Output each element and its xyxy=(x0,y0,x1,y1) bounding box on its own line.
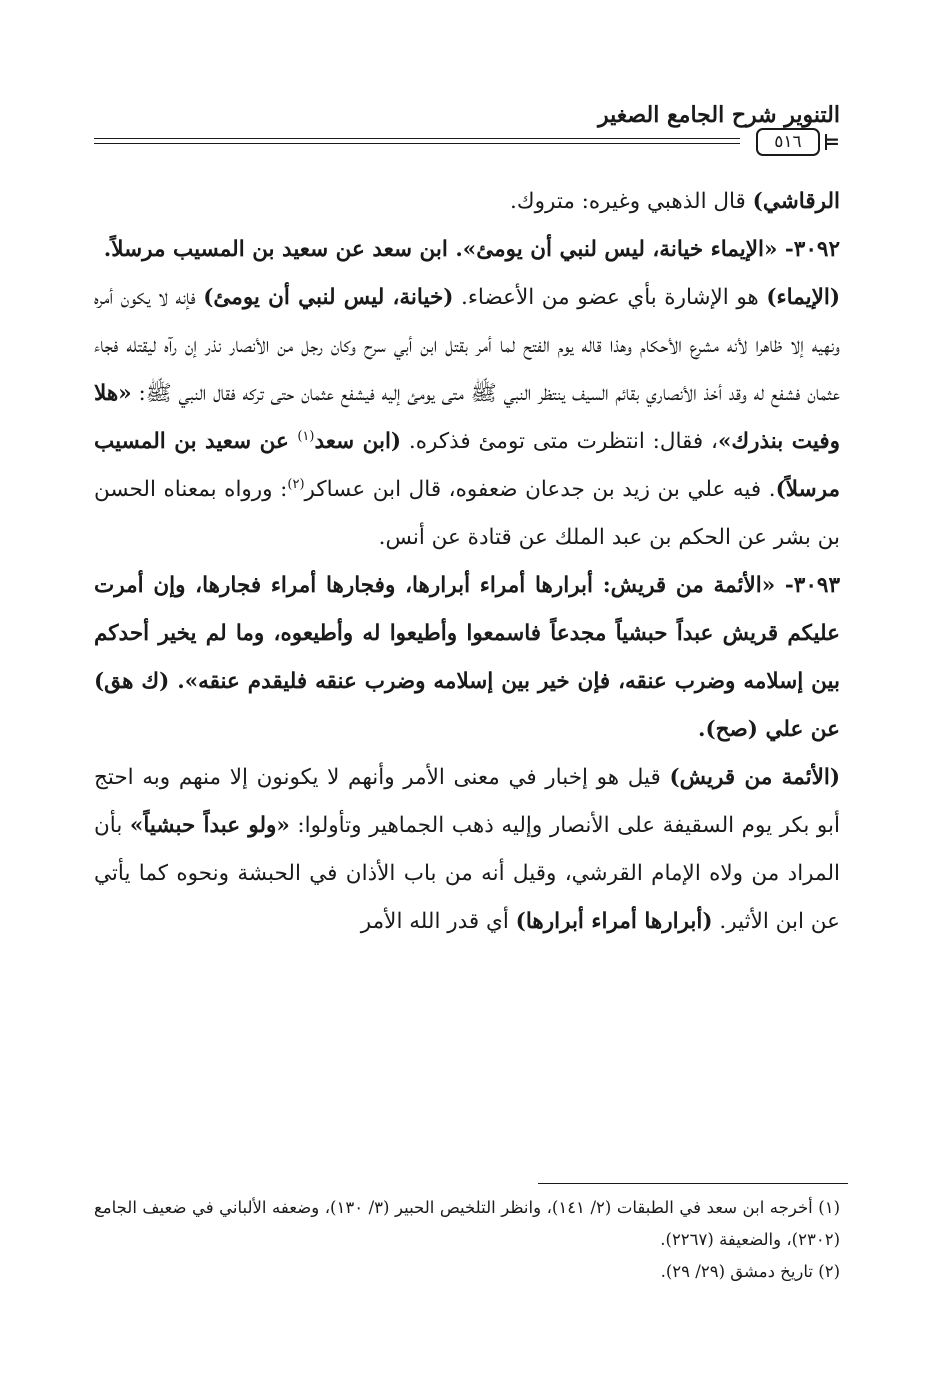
footnote-ref-2[interactable]: (٢) xyxy=(287,476,305,492)
bold-text: «ولو عبداً حبشياً» xyxy=(129,813,290,838)
book-title: التنوير شرح الجامع الصغير xyxy=(598,102,840,128)
bold-text: «هلا وفيت بنذرك» xyxy=(94,381,840,454)
header-rule-bottom xyxy=(94,143,740,144)
bold-text: (أبرارها أمراء أبرارها) xyxy=(515,909,713,934)
text-run: ، فقال: انتظرت متى تومئ فذكره. xyxy=(401,429,718,454)
header-rule-top xyxy=(94,138,740,139)
text-run: قيل هو إخبار في معنى الأمر وأنهم لا يكونون إلا منهم وبه احتج أبو بكر يوم السقيفة على الأنصار وإليه ذهب الجماهير وتأولوا: xyxy=(94,765,840,838)
text-run: أي قدر الله الأمر xyxy=(360,909,516,934)
text-run: قال الذهبي وغيره: متروك. xyxy=(510,189,753,214)
bold-text: (الأئمة من قريش) xyxy=(669,765,840,790)
bold-text: (ابن سعد xyxy=(314,429,402,454)
footnote-2: (٢) تاريخ دمشق (٢٩/ ٢٩). xyxy=(660,1262,840,1281)
page-number: ٥١٦ xyxy=(756,128,820,156)
page-header xyxy=(94,92,840,162)
hadith-3092 xyxy=(94,226,840,274)
main-text xyxy=(94,178,840,946)
bold-text: (خيانة، ليس لنبي أن يومئ) xyxy=(203,285,454,310)
footnote-1: (١) أخرجه ابن سعد في الطبقات (٢/ ١٤١)، وانظر التلخيص الحبير (٣/ ١٣٠)، وضعفه الألباني في ضعيف الجامع (٢٣٠٢)، والضعيفة (٢٢٦٧). xyxy=(94,1198,841,1249)
text-run: بأن المراد من ولاه الإمام القرشي، وقيل أنه من باب الأذان في الحبشة ونحوه كما يأتي عن ابن الأثير. xyxy=(94,813,840,934)
bold-text: (الإيماء) xyxy=(766,285,840,310)
footnote-divider xyxy=(538,1183,848,1184)
text-run: فإنه لا يكون أمره ونهيه إلا ظاهرا لأنه مشرع الأحكام وهذا قاله يوم الفتح لما أمر بقتل ابن أبي سرح وكان رجل من الأنصار نذر إن رآه ليقتله فجاء عثمان فشفع له وقد أخذ الأنصاري بقائم السيف ينتظر النبي ﷺ متى يومئ إليه فيشفع عثمان حتى تركه فقال النبي ﷺ: xyxy=(94,285,840,406)
footnote-ref-1[interactable]: (١) xyxy=(297,428,315,444)
text-run: هو الإشارة بأي عضو من الأعضاء. xyxy=(453,285,767,310)
hadith-3093 xyxy=(94,562,840,754)
hadith-text: ٣٠٩٣- «الأئمة من قريش: أبرارها أمراء أبرارها، وفجارها أمراء فجارها، وإن أمرت عليكم قريش عبداً حبشياً مجدعاً فاسمعوا وأطيعوا له وأطيعوه، وما لم يخير أحدكم بين إسلامه وضرب عنقه، فإن خير بين إسلامه وضرب عنقه فليقدم عنقه». (ك هق) عن علي (صح). xyxy=(94,573,840,742)
footnotes xyxy=(94,1192,840,1288)
text-run: : ورواه بمعناه الحسن بن بشر عن الحكم بن عبد الملك عن قتادة عن أنس. xyxy=(94,477,840,550)
paragraph-1 xyxy=(94,178,840,226)
commentary-3092 xyxy=(94,274,840,562)
text-run: . فيه علي بن زيد بن جدعان ضعفوه، قال ابن عساكر xyxy=(304,477,776,502)
hadith-text: ٣٠٩٢- «الإيماء خيانة، ليس لنبي أن يومئ». ابن سعد عن سعيد بن المسيب مرسلاً. xyxy=(103,237,840,262)
commentary-3093 xyxy=(94,754,840,946)
bold-text: عن سعيد بن المسيب مرسلاً) xyxy=(94,429,840,502)
header-edge-mark: = xyxy=(823,129,840,153)
bold-text: الرقاشي) xyxy=(752,189,840,214)
